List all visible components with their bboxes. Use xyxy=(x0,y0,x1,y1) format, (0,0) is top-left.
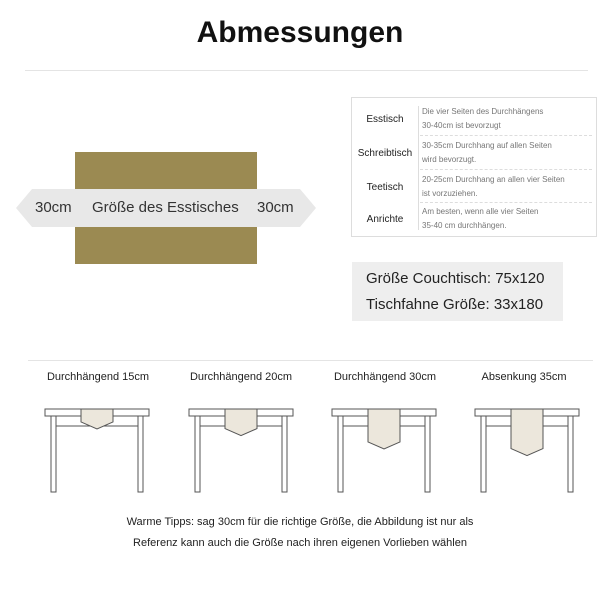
section-divider xyxy=(28,360,593,361)
guide-row-label: Esstisch xyxy=(366,113,404,125)
guide-row-desc: Am besten, wenn alle vier Seiten 35-40 cm durchhängen. xyxy=(422,207,539,230)
tips-line-2: Referenz kann auch die Größe nach ihren eigenen Vorlieben wählen xyxy=(133,537,467,549)
title-divider xyxy=(25,70,588,71)
table-top-upper xyxy=(75,152,257,190)
table-illustration xyxy=(331,404,437,494)
table-leg xyxy=(338,416,343,492)
tips-line-1: Warme Tipps: sag 30cm für die richtige Größe, die Abbildung ist nur als xyxy=(126,516,474,528)
table-top-lower xyxy=(75,227,257,264)
guide-row-label: Schreibtisch xyxy=(357,147,413,159)
guide-row-label: Teetisch xyxy=(366,181,404,193)
table-leg xyxy=(282,416,287,492)
table-illustration xyxy=(188,404,294,494)
table-leg xyxy=(51,416,56,492)
right-measure: 30cm xyxy=(257,199,294,216)
runner-drop xyxy=(225,409,257,436)
table-leg xyxy=(425,416,430,492)
couchtisch-size: Größe Couchtisch: 75x120 xyxy=(366,270,545,287)
drop-caption: Durchhängend 30cm xyxy=(333,371,437,383)
drop-caption: Durchhängend 15cm xyxy=(46,371,150,383)
guide-row xyxy=(352,136,596,170)
runner-drop xyxy=(511,409,543,456)
runner-drop xyxy=(368,409,400,449)
runner-size: Tischfahne Größe: 33x180 xyxy=(366,296,544,313)
overhang-guide-table xyxy=(351,97,597,237)
drop-caption: Durchhängend 20cm xyxy=(189,371,293,383)
guide-row-label: Anrichte xyxy=(366,213,404,225)
table-illustration xyxy=(474,404,580,494)
guide-row-desc: 20-25cm Durchhang an allen vier Seiten ist vorzuziehen. xyxy=(422,175,565,198)
left-measure: 30cm xyxy=(35,199,72,216)
guide-row xyxy=(352,170,596,204)
guide-row xyxy=(352,102,596,136)
guide-row xyxy=(352,202,596,236)
drop-caption: Absenkung 35cm xyxy=(481,371,567,383)
guide-row-desc: Die vier Seiten des Durchhängens 30-40cm ist bevorzugt xyxy=(422,107,544,130)
page-title: Abmessungen xyxy=(196,16,404,49)
table-leg xyxy=(481,416,486,492)
table-leg xyxy=(138,416,143,492)
table-illustration xyxy=(44,404,150,494)
size-info-box xyxy=(352,262,563,321)
guide-row-desc: 30-35cm Durchhang auf allen Seiten wird bevorzugt. xyxy=(422,141,552,164)
table-leg xyxy=(195,416,200,492)
table-leg xyxy=(568,416,573,492)
table-size-label: Größe des Esstisches xyxy=(92,199,239,216)
